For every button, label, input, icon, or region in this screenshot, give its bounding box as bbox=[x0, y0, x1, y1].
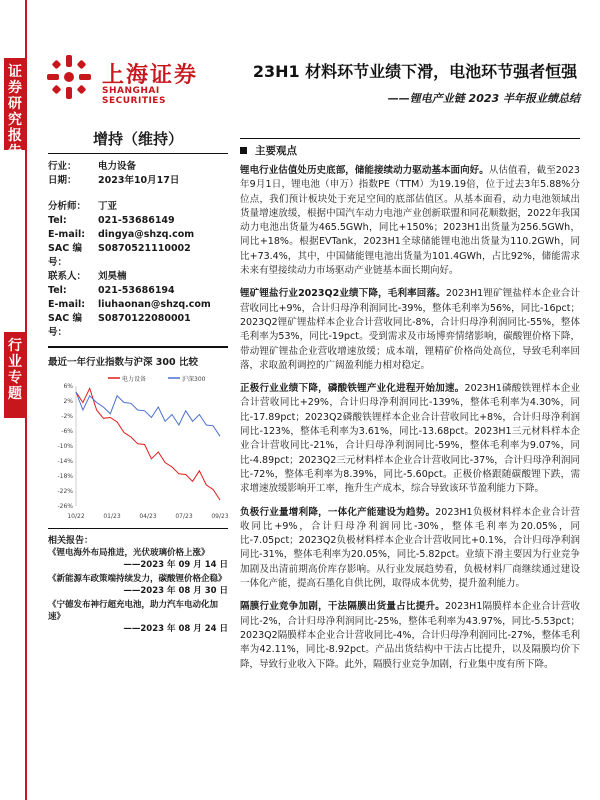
sidebar bbox=[0, 0, 30, 800]
paragraph bbox=[240, 600, 580, 671]
related-report-title[interactable]: 《新能源车政策端持续发力，碳酸锂价格企稳》 bbox=[48, 574, 227, 584]
logo-mark-icon bbox=[44, 52, 94, 102]
rating-label: 增持（维持） bbox=[48, 128, 228, 154]
paragraph-lead: 隔膜行业竞争加剧，干法隔膜出货量占比提升。 bbox=[240, 601, 445, 613]
index-comparison-chart bbox=[48, 372, 228, 522]
divider bbox=[48, 528, 228, 530]
x-tick-label: 07/23 bbox=[175, 512, 193, 520]
info-row bbox=[48, 160, 228, 174]
logo-name-en: SHANGHAI SECURITIES bbox=[102, 86, 166, 106]
paragraph-lead: 锂矿锂盐行业2023Q2业绩下降，毛利率回落。 bbox=[240, 288, 446, 300]
y-tick-label: -14% bbox=[57, 457, 73, 465]
paragraph-text: 2023H1磷酸铁锂样本企业合计营收同比+29%，合计归母净利润同比-139%，整体毛利率为4.30%，同比-17.89pct；2023Q2磷酸铁锂样本企业合计营收同比+8%，合计归母净利润同比-123%，整体毛利率为3.61%，同比-13.68pct。2023H1三元材料样本企业合计营收同比-21%，合计归母净利润同比-59%，整体毛利率为9.07%，同比-4.89pct；2023Q2三元材料样本企业合计营收同比-37%，合计归母净利润同比-72%，整体毛利率为8.39%，同比-5.60pct。正极价格跟随碳酸锂下跌，需求增速放缓影响开工率，拖升生产成本，综合导致该环节盈利能力下降。 bbox=[240, 383, 580, 495]
analyst-row: SAC 编号： S0870521110002 bbox=[48, 243, 191, 268]
paragraph-text: 2023H1锂矿锂盐样本企业合计营收同比+9%，合计归母净利润同比-39%，整体毛利率为56%，同比-16pct；2023Q2锂矿锂盐样本企业合计营收同比-8%，合计归母净利润同比-55%，整体毛利率为53%，同比-19pct。受到需求及市场博弈情绪影响，碳酸锂价格下降，带动锂矿锂盐企业营收增速放缓；成本端，锂精矿价格尚处高位，导致毛利率回落，求取盈利调控的广阔盈利能力相对稳定。 bbox=[240, 288, 580, 371]
info-value: 电力设备 bbox=[98, 161, 137, 172]
related-report-date: ——2023 年 09 月 14 日 bbox=[123, 560, 228, 570]
y-tick-label: 6% bbox=[63, 382, 73, 390]
legend-label: 电力设备 bbox=[122, 375, 147, 383]
section-head bbox=[240, 138, 580, 158]
left-info-column bbox=[48, 128, 228, 637]
x-tick-label: 04/23 bbox=[139, 512, 157, 520]
related-report-title[interactable]: 《宁德发布神行超充电池，助力汽车电动化加速》 bbox=[48, 600, 219, 622]
legend-label: 沪深300 bbox=[182, 375, 206, 383]
y-tick-label: -22% bbox=[57, 487, 73, 495]
related-reports bbox=[48, 535, 228, 635]
x-tick-label: 10/22 bbox=[67, 512, 85, 520]
analyst-row: Tel: 021-53686149 bbox=[48, 215, 175, 226]
related-report-date: ——2023 年 08 月 30 日 bbox=[123, 586, 228, 596]
paragraph bbox=[240, 382, 580, 496]
paragraph-text: 从估值看，截至2023年9月1日，锂电池（申万）指数PE（TTM）为19.19倍，位于过去3年5.88%分位点，我们预计板块处于充足空间的底部估值区。从基本面看，动力电池领域出货量增速放缓，根据中国汽车动力电池产业创新联盟和同花顺数据，2022年我国动力电池出货量为465.5GWh，同比+150%；2023H1出货量为256.5GWh，同比+18%。根据EVTank，2023H1全球储能锂电池出货量为110.2GWh，同比+73.4%，其中，中国储能锂电池出货量为101.4GWh，占比92%，储能需求未来有望接续动力市场驱动产业链基本面长期向好。 bbox=[240, 165, 580, 277]
paragraph bbox=[240, 506, 580, 592]
report-title-block bbox=[250, 60, 580, 106]
y-tick-label: -10% bbox=[57, 442, 73, 450]
paragraph-text: 2023H1负极材料样本企业合计营收同比+9%，合计归母净利润同比-30%，整体毛利率为20.05%，同比-7.05pct；2023Q2负极材料样本企业合计营收同比+0.1%，合计归母净利润同比-31%，整体毛利率为20.05%，同比-5.82pct。业绩下滑主要因为行业竞争加剧及出清前期高价库存影响。从行业发展趋势看，负极材料厂商继续通过建设一体化产能，提高石墨化自供比例，取得成本优势，提升盈利能力。 bbox=[240, 506, 580, 590]
paragraph bbox=[240, 287, 580, 373]
main-content bbox=[240, 138, 580, 681]
series-line bbox=[76, 392, 220, 436]
y-tick-label: -2% bbox=[61, 412, 73, 420]
analyst-row: E-mail: liuhaonan@shzq.com bbox=[48, 299, 211, 310]
sidebar-report-label: 证券研究报告 bbox=[4, 58, 26, 150]
y-tick-label: -26% bbox=[57, 502, 73, 510]
analyst-row: Tel: 021-53686194 bbox=[48, 285, 175, 296]
analyst-row: 分析师： 丁亚 bbox=[48, 201, 118, 212]
related-head: 相关报告： bbox=[48, 536, 94, 546]
y-tick-label: -6% bbox=[61, 427, 73, 435]
bullet-square-icon bbox=[240, 147, 247, 154]
section-title: 主要观点 bbox=[255, 145, 297, 157]
paragraph-lead: 负极行业量增利降，一体化产能建设为趋势。 bbox=[240, 506, 436, 518]
x-tick-label: 09/23 bbox=[211, 512, 228, 520]
info-value: 2023年10月17日 bbox=[98, 175, 180, 186]
analyst-row: 联系人： 刘昊楠 bbox=[48, 271, 127, 282]
report-title: 23H1 材料环节业绩下滑，电池环节强者恒强 bbox=[252, 62, 578, 81]
analyst-info bbox=[48, 200, 228, 340]
y-tick-label: -18% bbox=[57, 472, 73, 480]
paragraph-lead: 锂电行业估值处历史底部，储能接续动力驱动基本面向好。 bbox=[240, 165, 489, 176]
paragraph-text: 2023H1隔膜样本企业合计营收同比-2%，合计归母净利润同比-25%，整体毛利率为43.97%，同比-5.53pct；2023Q2隔膜样本企业合计营收同比-4%，合计归母净利润同比-27%，整体毛利率为42.11%，同比-8.92pct。产品出货结构中干法占比提升，以及隔膜均价下降，导致行业收入下降。此外，隔膜行业竞争加剧，行业集中度有所下降。 bbox=[240, 601, 580, 670]
info-key: 日期： bbox=[48, 175, 77, 186]
related-report-title[interactable]: 《锂电海外布局推进，光伏玻璃价格上涨》 bbox=[48, 548, 210, 558]
paragraph bbox=[240, 164, 580, 278]
chart-svg bbox=[48, 372, 228, 522]
report-subtitle: ——锂电产业链 2023 半年报业绩总结 bbox=[387, 92, 580, 105]
analyst-row: E-mail: dingya@shzq.com bbox=[48, 229, 195, 240]
y-tick-label: 2% bbox=[63, 397, 73, 405]
paragraph-lead: 正极行业业绩下降，磷酸铁锂产业化进程开始加速。 bbox=[240, 383, 465, 395]
divider bbox=[48, 346, 228, 348]
company-logo bbox=[44, 52, 224, 106]
analyst-row: SAC 编号： S0870122080001 bbox=[48, 313, 191, 338]
industry-info bbox=[48, 160, 228, 188]
logo-name-cn: 上海证券 bbox=[102, 63, 199, 88]
chart-title: 最近一年行业指数与沪深 300 比较 bbox=[48, 356, 198, 368]
related-report-date: ——2023 年 08 月 24 日 bbox=[123, 624, 228, 634]
info-key: 行业： bbox=[48, 161, 77, 172]
info-row bbox=[48, 174, 228, 188]
series-line bbox=[76, 388, 220, 500]
sidebar-category-label: 行业专题 bbox=[4, 332, 26, 418]
x-tick-label: 01/23 bbox=[103, 512, 121, 520]
